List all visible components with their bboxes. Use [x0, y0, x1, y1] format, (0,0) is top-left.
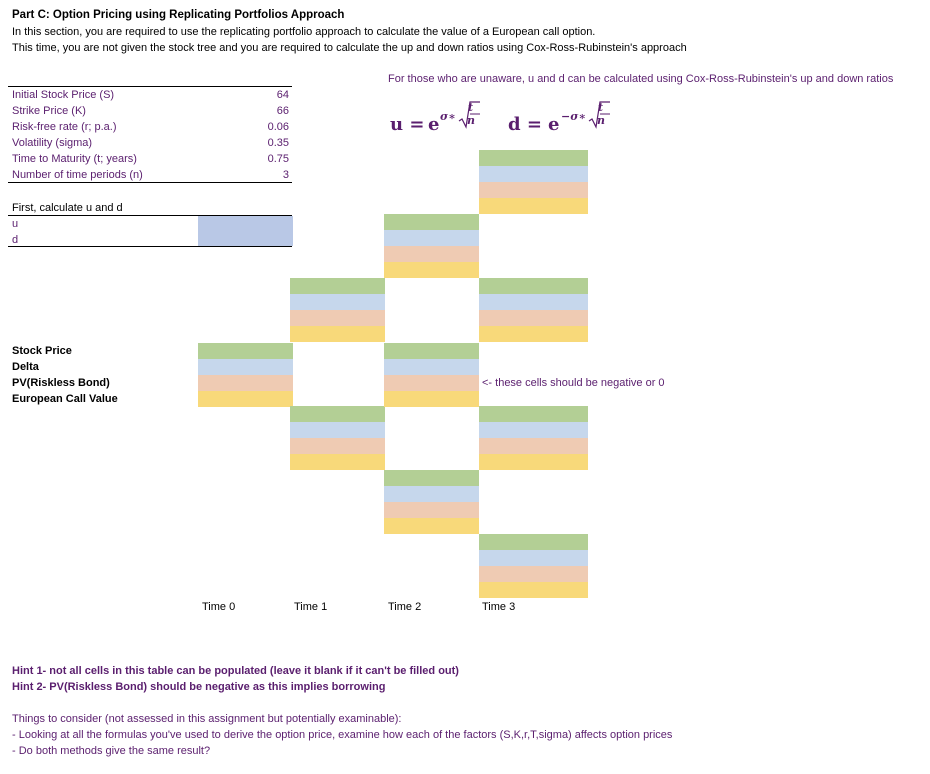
pv-bond-cell[interactable] [479, 182, 588, 198]
inputs-top-border [8, 86, 292, 87]
section-title: Part C: Option Pricing using Replicating Portfolios Approach [12, 9, 345, 21]
call-value-cell[interactable] [479, 454, 588, 470]
d-label: d [12, 234, 19, 246]
delta-cell[interactable] [384, 359, 479, 375]
pv-bond-cell[interactable] [290, 438, 385, 454]
row-label-stock-price: Stock Price [12, 345, 72, 357]
d-formula-lhs: d = [508, 114, 542, 135]
stock-price-cell[interactable] [384, 470, 479, 486]
u-formula-frac-den: n [467, 114, 475, 127]
delta-cell[interactable] [290, 422, 385, 438]
input-value-time-to-maturity[interactable]: 0.75 [267, 153, 289, 165]
d-formula-frac-num: t [598, 101, 604, 114]
call-value-cell[interactable] [290, 454, 385, 470]
hint-1: Hint 1- not all cells in this table can be populated (leave it blank if it can't be filled out) [12, 665, 459, 677]
call-value-cell[interactable] [384, 518, 479, 534]
call-value-cell[interactable] [384, 262, 479, 278]
consider-item-1: - Looking at all the formulas you've used to derive the option price, examine how each of the factors (S,K,r,T,sigma) affects option prices [12, 729, 673, 741]
stock-price-cell[interactable] [479, 150, 588, 166]
pv-bond-cell[interactable] [479, 438, 588, 454]
call-value-cell[interactable] [198, 391, 293, 407]
pv-bond-cell[interactable] [384, 246, 479, 262]
input-value-stock-price[interactable]: 64 [276, 89, 289, 101]
stock-price-cell[interactable] [479, 534, 588, 550]
stock-price-cell[interactable] [198, 343, 293, 359]
intro-line-2: This time, you are not given the stock tree and you are required to calculate the up and down ratios using Cox-Ross-Rubinstein's approach [12, 42, 687, 54]
pv-bond-cell[interactable] [384, 375, 479, 391]
call-value-cell[interactable] [479, 326, 588, 342]
d-formula [508, 100, 628, 140]
time-label-1: Time 1 [294, 601, 328, 613]
ud-bottom-border [8, 246, 292, 247]
delta-cell[interactable] [384, 230, 479, 246]
hint-2: Hint 2- PV(Riskless Bond) should be negative as this implies borrowing [12, 681, 386, 693]
stock-price-cell[interactable] [479, 406, 588, 422]
u-formula-base: e [428, 114, 440, 135]
u-formula-frac-num: t [468, 101, 474, 114]
delta-cell[interactable] [479, 550, 588, 566]
row-label-pv-bond: PV(Riskless Bond) [12, 377, 110, 389]
pv-bond-cell[interactable] [479, 310, 588, 326]
input-label-strike-price: Strike Price (K) [12, 105, 86, 117]
stock-price-cell[interactable] [384, 343, 479, 359]
delta-cell[interactable] [479, 166, 588, 182]
input-value-strike-price[interactable]: 66 [276, 105, 289, 117]
input-label-stock-price: Initial Stock Price (S) [12, 89, 115, 101]
stock-price-cell[interactable] [479, 278, 588, 294]
call-value-cell[interactable] [290, 326, 385, 342]
u-formula-exponent: σ∗ [440, 110, 456, 123]
input-value-risk-free-rate[interactable]: 0.06 [267, 121, 289, 133]
u-formula-lhs: u = [390, 114, 425, 135]
d-formula-frac-den: n [597, 114, 605, 127]
input-label-volatility: Volatility (sigma) [12, 137, 93, 149]
ud-heading: First, calculate u and d [12, 202, 123, 214]
input-label-risk-free-rate: Risk-free rate (r; p.a.) [12, 121, 117, 133]
pv-bond-cell[interactable] [479, 566, 588, 582]
crr-note: For those who are unaware, u and d can be calculated using Cox-Ross-Rubinstein's up and down ratios [388, 73, 894, 85]
d-formula-exponent: −σ∗ [561, 110, 586, 123]
consider-item-2: - Do both methods give the same result? [12, 745, 211, 757]
ud-input-cells[interactable] [198, 216, 293, 246]
call-value-cell[interactable] [384, 391, 479, 407]
delta-cell[interactable] [479, 294, 588, 310]
time-label-0: Time 0 [202, 601, 236, 613]
input-label-time-to-maturity: Time to Maturity (t; years) [12, 153, 137, 165]
delta-cell[interactable] [384, 486, 479, 502]
input-label-time-periods: Number of time periods (n) [12, 169, 143, 181]
intro-line-1: In this section, you are required to use the replicating portfolio approach to calculate the value of a European call option. [12, 26, 596, 38]
delta-cell[interactable] [198, 359, 293, 375]
call-value-cell[interactable] [479, 198, 588, 214]
stock-price-cell[interactable] [384, 214, 479, 230]
consider-heading: Things to consider (not assessed in this assignment but potentially examinable): [12, 713, 402, 725]
u-label: u [12, 218, 19, 230]
input-value-volatility[interactable]: 0.35 [267, 137, 289, 149]
stock-price-cell[interactable] [290, 278, 385, 294]
pv-bond-cell[interactable] [290, 310, 385, 326]
delta-cell[interactable] [290, 294, 385, 310]
negative-note: <- these cells should be negative or 0 [482, 377, 665, 389]
time-label-2: Time 2 [388, 601, 422, 613]
delta-cell[interactable] [479, 422, 588, 438]
pv-bond-cell[interactable] [198, 375, 293, 391]
stock-price-cell[interactable] [290, 406, 385, 422]
pv-bond-cell[interactable] [384, 502, 479, 518]
call-value-cell[interactable] [479, 582, 588, 598]
input-value-time-periods[interactable]: 3 [282, 169, 289, 181]
d-formula-base: e [548, 114, 560, 135]
inputs-bottom-border [8, 182, 292, 183]
row-label-call-value: European Call Value [12, 393, 118, 405]
row-label-delta: Delta [12, 361, 39, 373]
time-label-3: Time 3 [482, 601, 516, 613]
u-formula [390, 100, 500, 140]
